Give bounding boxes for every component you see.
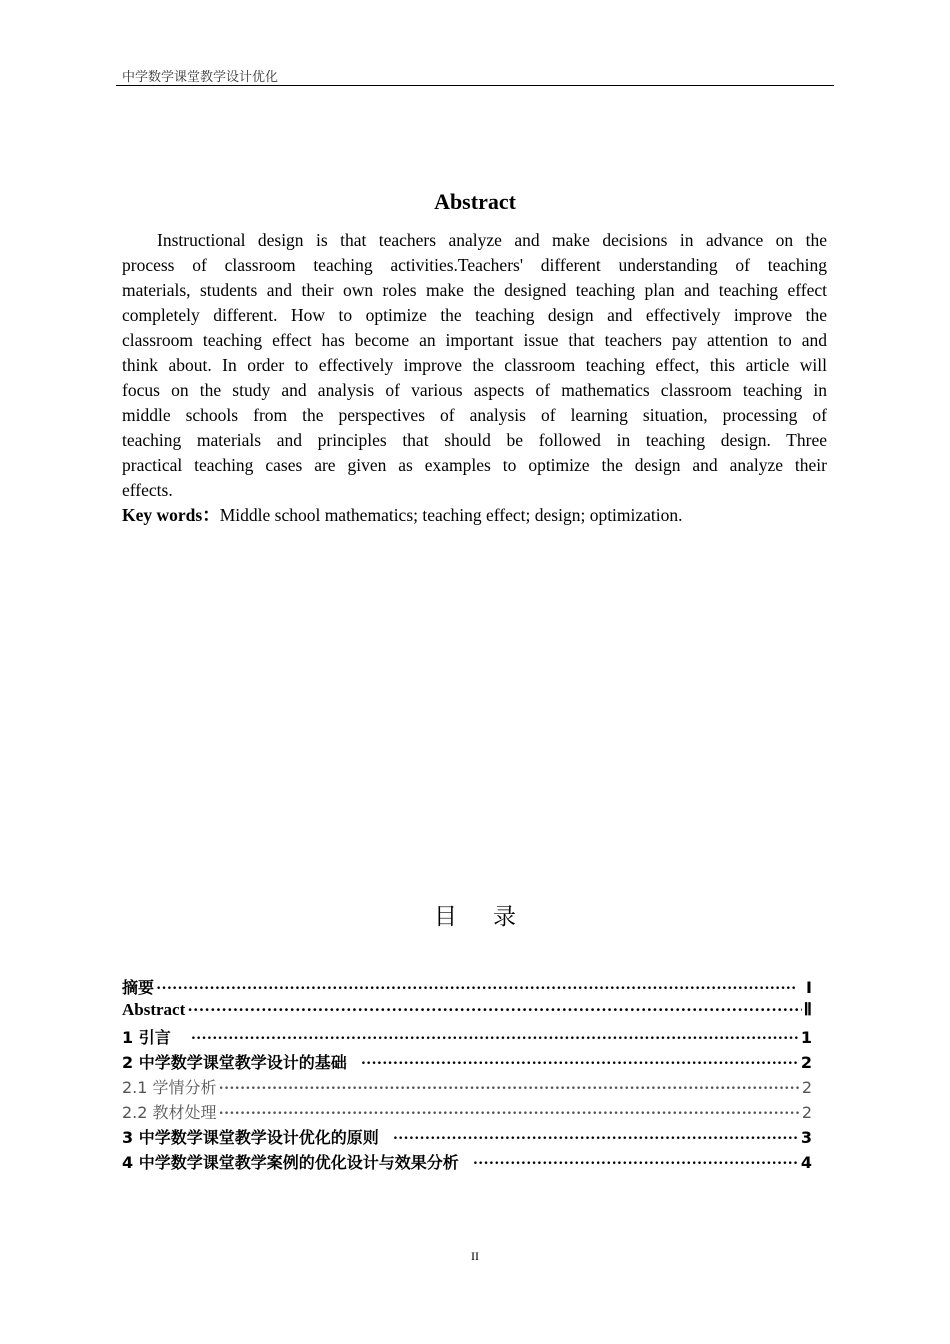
dot-leader <box>219 1078 800 1098</box>
abstract-line: middle schools from the perspectives of analysis of learning situation, processing of <box>122 405 827 425</box>
toc-entry[interactable] <box>122 1025 812 1050</box>
abstract-line: think about. In order to effectively improve the classroom teaching effect, this article will <box>122 355 827 375</box>
toc-entry-page: Ⅰ <box>806 978 812 997</box>
toc-entry[interactable] <box>122 1150 812 1175</box>
toc-entry[interactable] <box>122 1125 812 1150</box>
toc-entry-label: Abstract <box>122 1000 186 1019</box>
toc-entry-label: 2 中学数学课堂教学设计的基础 <box>122 1053 347 1072</box>
toc-entry-page: Ⅱ <box>803 1000 812 1019</box>
header-rule <box>116 85 834 86</box>
abstract-line: process of classroom teaching activities.Teachers' different understanding of teaching <box>122 255 827 275</box>
toc-entry[interactable] <box>122 1075 812 1100</box>
toc-entry[interactable] <box>122 975 812 1000</box>
dot-leader <box>473 1153 799 1173</box>
toc-entry-label: 2.2 教材处理 <box>122 1103 217 1122</box>
page-number: II <box>471 1249 479 1263</box>
dot-leader <box>361 1053 799 1073</box>
abstract-line: practical teaching cases are given as examples to optimize the design and analyze their <box>122 455 827 475</box>
abstract-line: effects. <box>122 480 173 500</box>
keywords <box>122 503 827 528</box>
abstract-line: classroom teaching effect has become an important issue that teachers pay attention to and <box>122 330 827 350</box>
toc-entry-label: 2.1 学情分析 <box>122 1078 217 1097</box>
toc-entry[interactable] <box>122 1000 812 1025</box>
abstract-line: materials, students and their own roles make the designed teaching plan and teaching effect <box>122 280 827 300</box>
dot-leader <box>393 1128 799 1148</box>
toc-entry-label: 1 引言 <box>122 1028 171 1047</box>
abstract-line: teaching materials and principles that should be followed in teaching design. Three <box>122 430 827 450</box>
dot-leader <box>219 1103 800 1123</box>
abstract-line: focus on the study and analysis of various aspects of mathematics classroom teaching in <box>122 380 827 400</box>
toc-entry[interactable] <box>122 1050 812 1075</box>
dot-leader <box>191 1028 799 1048</box>
running-header: 中学数学课堂教学设计优化 <box>122 70 279 85</box>
toc-entry-page: 1 <box>800 1028 812 1047</box>
keywords-label: Key words： <box>122 505 220 525</box>
toc-entry-page: 2 <box>800 1053 812 1072</box>
toc-entry-label: 摘要 <box>122 978 155 997</box>
keywords-text: Middle school mathematics; teaching effect; design; optimization. <box>219 505 683 525</box>
toc-entry-label: 3 中学数学课堂教学设计优化的原则 <box>122 1128 379 1147</box>
toc-entry-page: 3 <box>800 1128 812 1147</box>
abstract-line: Instructional design is that teachers analyze and make decisions in advance on the <box>157 230 827 250</box>
toc-entry-page: 2 <box>801 1078 812 1097</box>
toc-title: 目录 <box>434 904 552 930</box>
abstract-title: Abstract <box>434 189 516 214</box>
table-of-contents <box>122 975 812 1175</box>
toc-entry-page: 4 <box>800 1153 812 1172</box>
abstract-body <box>122 228 827 528</box>
dot-leader <box>156 978 804 998</box>
toc-entry[interactable] <box>122 1100 812 1125</box>
toc-entry-label: 4 中学数学课堂教学案例的优化设计与效果分析 <box>122 1153 459 1172</box>
dot-leader <box>187 1000 801 1020</box>
toc-entry-page: 2 <box>801 1103 812 1122</box>
abstract-line: completely different. How to optimize the teaching design and effectively improve the <box>122 305 827 325</box>
